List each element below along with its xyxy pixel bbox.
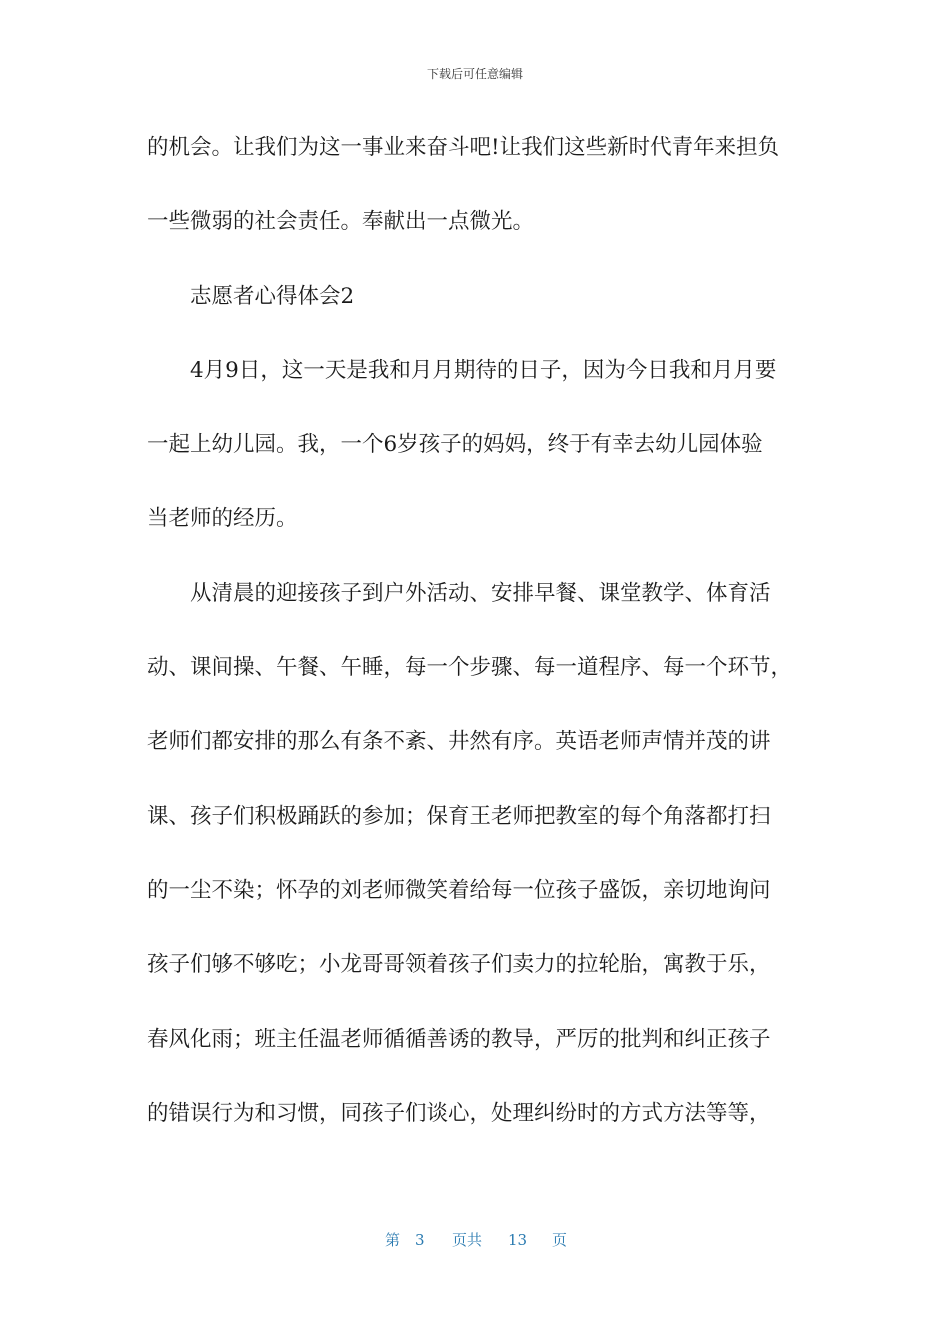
paragraph-line: 4月9日，这一天是我和月月期待的日子，因为今日我和月月要 [190,357,777,383]
paragraph-line: 孩子们够不够吃；小龙哥哥领着孩子们卖力的拉轮胎，寓教于乐， [147,952,771,978]
footer-label-page: 第 [385,1231,401,1249]
page-footer [0,1229,950,1251]
footer-label-end: 页 [552,1231,568,1249]
paragraph-line: 课、孩子们积极踊跃的参加；保育王老师把教室的每个角落都打扫 [147,803,771,829]
footer-total-pages: 13 [508,1231,528,1249]
paragraph-line: 的机会。让我们为这一事业来奋斗吧!让我们这些新时代青年来担负 [147,135,780,160]
paragraph-line: 一些微弱的社会责任。奉献出一点微光。 [147,209,535,235]
paragraph-line: 的一尘不染；怀孕的刘老师微笑着给每一位孩子盛饭，亲切地询问 [147,877,771,903]
paragraph-line: 春风化雨；班主任温老师循循善诱的教导，严厉的批判和纠正孩子 [147,1026,771,1052]
paragraph-line: 一起上幼儿园。我，一个6岁孩子的妈妈，终于有幸去幼儿园体验 [147,432,763,458]
footer-label-total: 页共 [452,1231,483,1249]
document-body [147,129,807,1132]
page-header: 下载后可任意编辑 [426,67,523,81]
footer-current-page: 3 [415,1231,425,1249]
paragraph-line: 动、课间操、午餐、午睡，每一个步骤、每一道程序、每一个环节， [147,655,793,681]
section-heading: 志愿者心得体会2 [190,283,355,309]
paragraph-line: 的错误行为和习惯，同孩子们谈心，处理纠纷时的方式方法等等， [147,1100,771,1126]
paragraph-line: 当老师的经历。 [147,506,298,532]
paragraph-line: 从清晨的迎接孩子到户外活动、安排早餐、课堂教学、体育活 [190,580,771,606]
paragraph-line: 老师们都安排的那么有条不紊、井然有序。英语老师声情并茂的讲 [147,729,771,755]
